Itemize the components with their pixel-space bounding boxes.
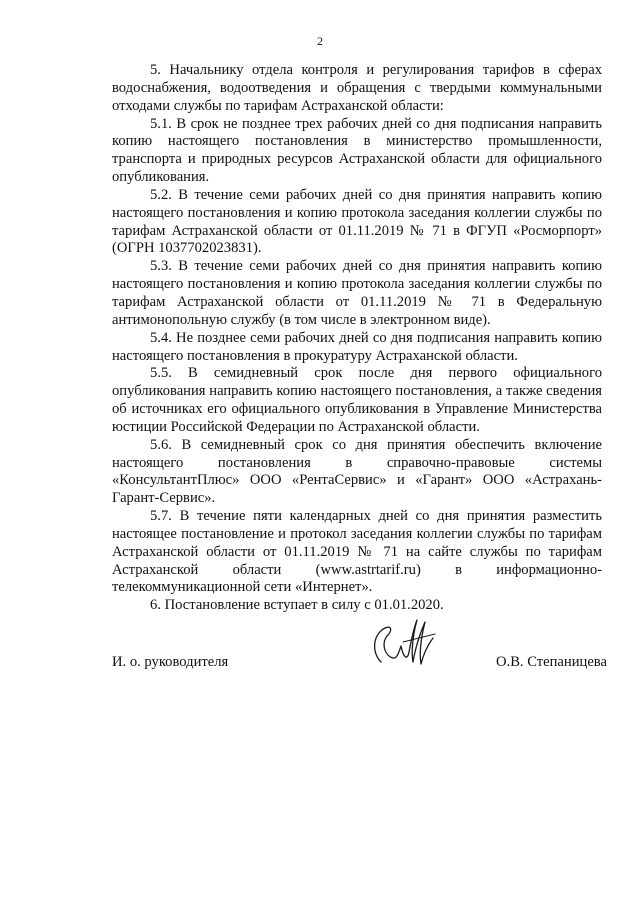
paragraph-5-6: 5.6. В семидневный срок со дня принятия обеспечить включение настоящего постановления в справочно-правовые системы «КонсультантПлюс» ООО «РентаСервис» и «Гарант» ООО «Астрахань-Гарант-Сервис». — [112, 436, 602, 507]
signer-title: И. о. руководителя — [112, 654, 229, 670]
paragraph-5-3: 5.3. В течение семи рабочих дней со дня принятия направить копию настоящего постановления и копию протокола заседания коллегии службы по тарифам Астраханской области от 01.11.2019 № 71 в Федеральную антимонопольную службу (в том числе в электронном виде). — [112, 258, 602, 328]
paragraph-6: 6. Постановление вступает в силу с 01.01.2020. — [150, 597, 444, 614]
signature-block — [112, 654, 607, 674]
page-number: 2 — [317, 34, 323, 48]
paragraph-5-5: 5.5. В семидневный срок после дня первого официального опубликования направить копию настоящего постановления, а также сведения об источниках его официального опубликования в Управление Министерства юстиции Российской Федерации по Астраханской области. — [112, 365, 602, 435]
paragraph-5-4: 5.4. Не позднее семи рабочих дней со дня подписания направить копию настоящего постановления в прокуратуру Астраханской области. — [112, 329, 602, 364]
paragraph-5-2: 5.2. В течение семи рабочих дней со дня принятия направить копию настоящего постановления и копию протокола заседания коллегии службы по тарифам Астраханской области от 01.11.2019 № 71 в ФГУП «Росморпорт» (ОГРН 1037702023831). — [112, 186, 602, 257]
document-body — [112, 62, 602, 615]
paragraph-5-7: 5.7. В течение пяти календарных дней со дня принятия разместить настоящее постановление и протокол заседания коллегии службы по тарифам Астраханской области от 01.11.2019 № 71 на сайте службы по тарифам Астраханской области (www.astrtarif.ru) в информационно-телекоммуникационной сети «Интернет». — [112, 508, 602, 596]
signer-name: О.В. Степаницева — [496, 654, 607, 670]
paragraph-5: 5. Начальнику отдела контроля и регулирования тарифов в сферах водоснабжения, водоотведения и обращения с твердыми коммунальными отходами службы по тарифам Астраханской области: — [112, 62, 602, 114]
paragraph-5-1: 5.1. В срок не позднее трех рабочих дней со дня подписания направить копию настоящего постановления в министерство промышленности, транспорта и природных ресурсов Астраханской области для официального опубликования. — [112, 115, 602, 186]
